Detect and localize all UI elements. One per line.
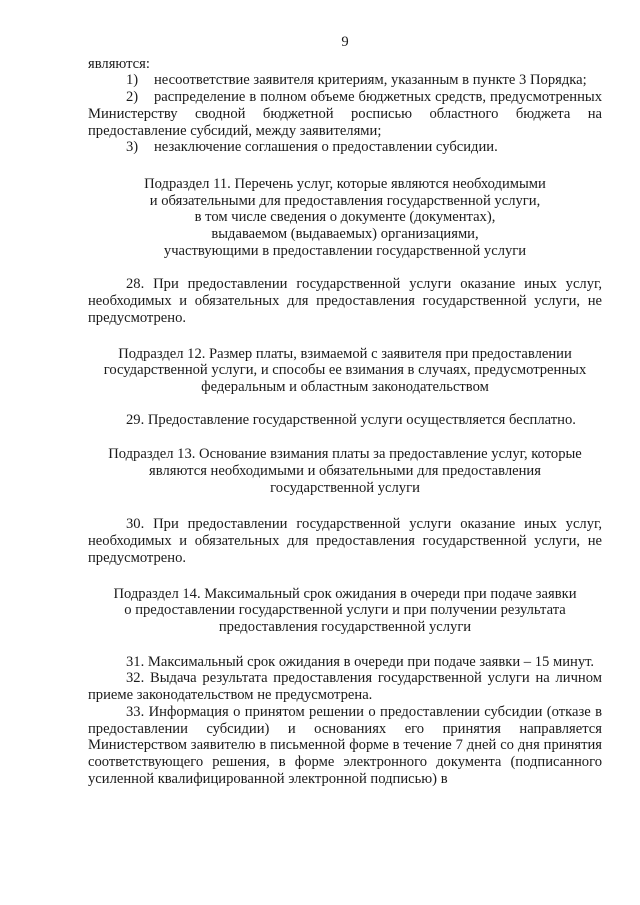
heading-line: в том числе сведения о документе (документах), — [194, 209, 496, 226]
heading-line: Подраздел 14. Максимальный срок ожидания в очереди при подаче заявки — [113, 585, 577, 602]
list-item — [88, 139, 602, 156]
list-item — [88, 89, 602, 139]
heading-line: Подраздел 13. Основание взимания платы за предоставление услуг, которые — [108, 446, 582, 463]
heading-line: о предоставлении государственной услуги и при получении результата — [124, 602, 566, 619]
page-number: 9 — [341, 34, 349, 50]
paragraph-33: 33. Информация о принятом решении о предоставлении субсидии (отказе в предоставлении субсидии) и основаниях его принятия направляется Министерством заявителю в письменной форме в течение 7 дней со дня принятия соответствующего решения, в форме электронного документа (подписанного усиленной квалифицированной электронной подписью) в — [88, 703, 602, 787]
section-heading-14 — [88, 586, 602, 636]
heading-line: и обязательными для предоставления государственной услуги, — [149, 192, 541, 209]
list-item-text: несоответствие заявителя критериям, указанным в пункте 3 Порядка; — [154, 72, 587, 89]
paragraph-29: 29. Предоставление государственной услуги осуществляется бесплатно. — [126, 411, 576, 428]
paragraph-28: 28. При предоставлении государственной услуги оказание иных услуг, необходимых и обязательных для предоставления государственной услуги, не предусмотрено. — [88, 276, 602, 326]
section-heading-11 — [88, 176, 602, 260]
section-heading-12 — [88, 346, 602, 396]
list-item-number: 2) — [126, 89, 139, 106]
list-item-number: 1) — [126, 72, 139, 89]
paragraph-30: 30. При предоставлении государственной услуги оказание иных услуг, необходимых и обязательных для предоставления государственной услуги, не предусмотрено. — [88, 516, 602, 566]
list-item — [88, 72, 602, 89]
heading-line: государственной услуги, и способы ее взимания в случаях, предусмотренных — [103, 362, 587, 379]
paragraph-31: 31. Максимальный срок ожидания в очереди при подаче заявки – 15 минут. — [126, 653, 595, 670]
heading-line: предоставления государственной услуги — [218, 618, 472, 635]
paragraph-32: 32. Выдача результата предоставления государственной услуги на личном приеме законодательством не предусмотрена. — [88, 670, 602, 704]
heading-line: являются необходимыми и обязательными для предоставления — [149, 463, 541, 480]
section-heading-13 — [88, 446, 602, 496]
list-item-text: незаключение соглашения о предоставлении субсидии. — [154, 139, 498, 156]
heading-line: государственной услуги — [270, 479, 420, 496]
list-item-number: 3) — [126, 139, 139, 156]
heading-line: участвующими в предоставлении государственной услуги — [163, 242, 527, 259]
list-item-text: распределение в полном объеме бюджетных средств, предусмотренных Министерству сводной бюджетной росписью областного бюджета на предоставление субсидий, между заявителями; — [88, 89, 602, 139]
heading-line: выдаваемом (выдаваемых) организациями, — [211, 226, 479, 243]
intro-text: являются: — [88, 55, 150, 72]
heading-line: Подраздел 12. Размер платы, взимаемой с заявителя при предоставлении — [118, 345, 572, 362]
heading-line: Подраздел 11. Перечень услуг, которые являются необходимыми — [144, 175, 546, 192]
heading-line: федеральным и областным законодательством — [201, 378, 489, 395]
